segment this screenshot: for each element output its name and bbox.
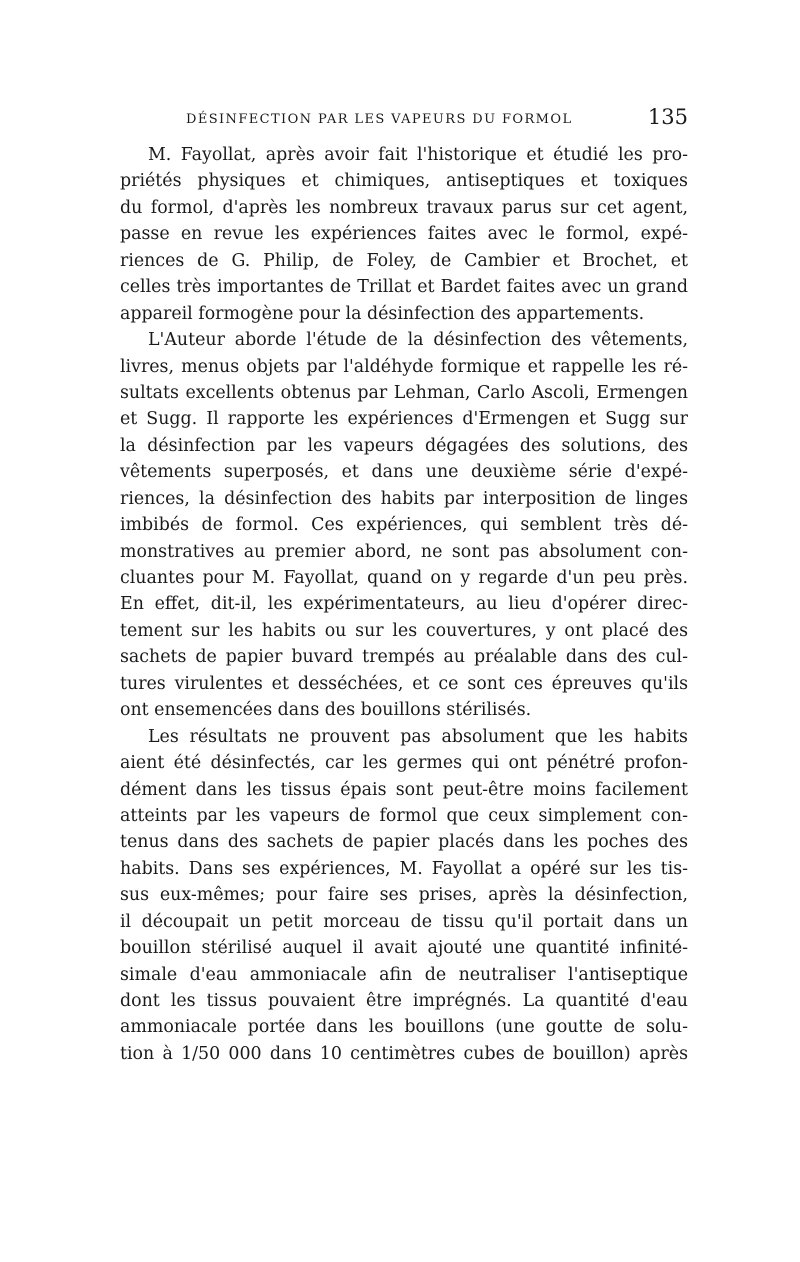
text-line: et Sugg. Il rapporte les expériences d'Ermengen et Sugg sur xyxy=(120,409,688,430)
text-line: celles très importantes de Trillat et Bardet faites avec un grand xyxy=(120,277,688,298)
text-line: sus eux-mêmes; pour faire ses prises, après la désinfection, xyxy=(120,885,688,906)
text-line: la désinfection par les vapeurs dégagées des solutions, des xyxy=(120,435,688,456)
text-line: M. Fayollat, après avoir fait l'historique et étudié les pro- xyxy=(148,145,688,165)
text-line: tement sur les habits ou sur les couvertures, y ont placé des xyxy=(120,620,688,641)
body-text xyxy=(120,142,688,1067)
text-line: tenus dans des sachets de papier placés dans les poches des xyxy=(120,832,688,853)
text-line: habits. Dans ses expériences, M. Fayollat a opéré sur les tis- xyxy=(120,858,688,879)
text-line: tion à 1/50 000 dans 10 centimètres cubes de bouillon) après xyxy=(120,1043,688,1064)
text-line: dément dans les tissus épais sont peut-être moins facilement xyxy=(120,779,688,800)
running-head xyxy=(120,100,688,136)
text-line: priétés physiques et chimiques, antiseptiques et toxiques xyxy=(120,171,688,192)
text-line: appareil formogène pour la désinfection des appartements. xyxy=(120,303,645,324)
text-line: L'Auteur aborde l'étude de la désinfection des vêtements, xyxy=(148,330,688,351)
book-page xyxy=(120,100,688,1067)
text-line: atteints par les vapeurs de formol que ceux simplement con- xyxy=(120,805,688,826)
text-line: passe en revue les expériences faites avec le formol, expé- xyxy=(120,224,688,245)
text-line: En effet, dit-il, les expérimentateurs, au lieu d'opérer direc- xyxy=(120,594,688,615)
running-title: DÉSINFECTION PAR LES VAPEURS DU FORMOL xyxy=(186,112,573,127)
page-number: 135 xyxy=(647,105,688,129)
text-line: monstratives au premier abord, ne sont pas absolument con- xyxy=(120,541,688,562)
text-line: il découpait un petit morceau de tissu qu'il portait dans un xyxy=(120,911,688,932)
text-line: riences de G. Philip, de Foley, de Cambier et Brochet, et xyxy=(120,250,688,271)
text-line: imbibés de formol. Ces expériences, qui semblent très dé- xyxy=(120,515,688,536)
text-line: livres, menus objets par l'aldéhyde formique et rappelle les ré- xyxy=(120,356,688,377)
text-line: sultats excellents obtenus par Lehman, Carlo Ascoli, Ermengen xyxy=(120,382,688,403)
text-line: vêtements superposés, et dans une deuxième série d'expé- xyxy=(120,462,688,483)
text-line: ont ensemencées dans des bouillons stérilisés. xyxy=(120,700,532,721)
text-line: aient été désinfectés, car les germes qui ont pénétré profon- xyxy=(120,753,688,774)
text-line: ammoniacale portée dans les bouillons (une goutte de solu- xyxy=(120,1017,688,1038)
text-line: du formol, d'après les nombreux travaux parus sur cet agent, xyxy=(120,197,688,218)
text-line: Les résultats ne prouvent pas absolument que les habits xyxy=(148,726,688,747)
text-line: riences, la désinfection des habits par interposition de linges xyxy=(120,488,688,509)
text-line: cluantes pour M. Fayollat, quand on y regarde d'un peu près. xyxy=(120,568,688,588)
text-line: simale d'eau ammoniacale afin de neutraliser l'antiseptique xyxy=(120,964,688,985)
text-line: tures virulentes et desséchées, et ce sont ces épreuves qu'ils xyxy=(120,673,688,694)
text-line: bouillon stérilisé auquel il avait ajouté une quantité infinité- xyxy=(120,938,688,959)
text-line: dont les tissus pouvaient être imprégnés. La quantité d'eau xyxy=(120,991,688,1011)
text-line: sachets de papier buvard trempés au préalable dans des cul- xyxy=(120,647,688,668)
